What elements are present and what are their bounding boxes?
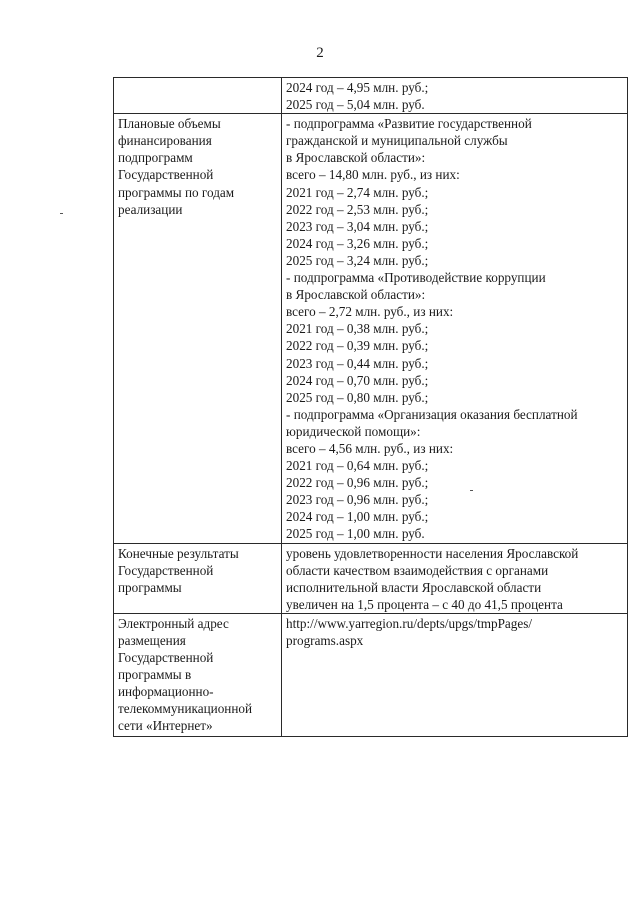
content-line: в Ярославской области»: bbox=[286, 150, 426, 166]
label-line: реализации bbox=[118, 201, 183, 217]
label-cell bbox=[114, 613, 282, 736]
content-line: 2023 год – 0,96 млн. руб.; bbox=[286, 492, 429, 508]
label-line: подпрограмм bbox=[118, 150, 193, 166]
content-line: 2021 год – 0,64 млн. руб.; bbox=[286, 458, 429, 474]
content-line: 2024 год – 3,26 млн. руб.; bbox=[286, 235, 429, 251]
row-final-results bbox=[114, 543, 628, 613]
content-cell bbox=[282, 114, 628, 543]
content-line: 2023 год – 0,44 млн. руб.; bbox=[286, 355, 429, 371]
label-line: Государственной bbox=[118, 167, 214, 183]
content-line: 2025 год – 3,24 млн. руб.; bbox=[286, 252, 429, 268]
content-line: 2024 год – 4,95 млн. руб.; bbox=[286, 80, 429, 95]
label-line: Государственной bbox=[118, 562, 214, 578]
content-cell bbox=[282, 613, 628, 736]
label-line: Плановые объемы bbox=[118, 116, 221, 132]
content-line: уровень удовлетворенности населения Ярославской bbox=[286, 545, 579, 561]
content-line: 2025 год – 5,04 млн. руб. bbox=[286, 97, 425, 113]
content-line: увеличен на 1,5 процента – с 40 до 41,5 процента bbox=[286, 596, 563, 612]
content-cell bbox=[282, 78, 628, 114]
label-cell bbox=[114, 78, 282, 114]
web-address-line: programs.aspx bbox=[286, 633, 364, 648]
label-line: сети «Интернет» bbox=[118, 718, 213, 734]
label-cell bbox=[114, 114, 282, 543]
content-line: 2023 год – 3,04 млн. руб.; bbox=[286, 218, 429, 234]
content-line: - подпрограмма «Развитие государственной bbox=[286, 116, 532, 132]
content-line: гражданской и муниципальной службы bbox=[286, 133, 508, 149]
row-subprogram-funding bbox=[114, 114, 628, 543]
row-funding-continued bbox=[114, 78, 628, 114]
content-line: 2022 год – 0,39 млн. руб.; bbox=[286, 338, 429, 354]
content-line: всего – 14,80 млн. руб., из них: bbox=[286, 167, 460, 183]
content-line: всего – 4,56 млн. руб., из них: bbox=[286, 440, 454, 456]
label-line: программы в bbox=[118, 667, 192, 683]
content-line: 2022 год – 0,96 млн. руб.; bbox=[286, 475, 429, 491]
label-line: информационно- bbox=[118, 684, 214, 700]
label-line: Конечные результаты bbox=[118, 545, 239, 561]
content-line: 2025 год – 0,80 млн. руб.; bbox=[286, 389, 429, 405]
scan-speck bbox=[60, 213, 63, 214]
row-web-address bbox=[114, 613, 628, 736]
passport-table bbox=[113, 77, 628, 737]
content-line: всего – 2,72 млн. руб., из них: bbox=[286, 304, 454, 320]
web-address-line: http://www.yarregion.ru/depts/upgs/tmpPages/ bbox=[286, 615, 533, 631]
content-line: 2022 год – 2,53 млн. руб.; bbox=[286, 201, 429, 217]
content-line: 2021 год – 2,74 млн. руб.; bbox=[286, 184, 429, 200]
label-line: программы bbox=[118, 579, 182, 595]
content-line: в Ярославской области»: bbox=[286, 287, 426, 303]
content-line: 2021 год – 0,38 млн. руб.; bbox=[286, 321, 429, 337]
label-line: Электронный адрес bbox=[118, 615, 229, 631]
label-line: размещения bbox=[118, 633, 186, 648]
label-line: телекоммуникационной bbox=[118, 701, 253, 717]
label-line: финансирования bbox=[118, 133, 212, 149]
content-line: 2024 год – 1,00 млн. руб.; bbox=[286, 509, 429, 525]
content-line: исполнительной власти Ярославской области bbox=[286, 579, 542, 595]
content-line: 2025 год – 1,00 млн. руб. bbox=[286, 526, 425, 542]
content-line: области качеством взаимодействия с органами bbox=[286, 562, 549, 578]
label-cell bbox=[114, 543, 282, 613]
label-line: Государственной bbox=[118, 650, 214, 666]
page-number: 2 bbox=[316, 45, 324, 61]
content-line: - подпрограмма «Организация оказания бесплатной bbox=[286, 406, 578, 422]
label-line: программы по годам bbox=[118, 184, 235, 200]
content-line: 2024 год – 0,70 млн. руб.; bbox=[286, 372, 429, 388]
content-line: юридической помощи»: bbox=[286, 423, 421, 439]
content-cell bbox=[282, 543, 628, 613]
content-line: - подпрограмма «Противодействие коррупции bbox=[286, 270, 546, 286]
